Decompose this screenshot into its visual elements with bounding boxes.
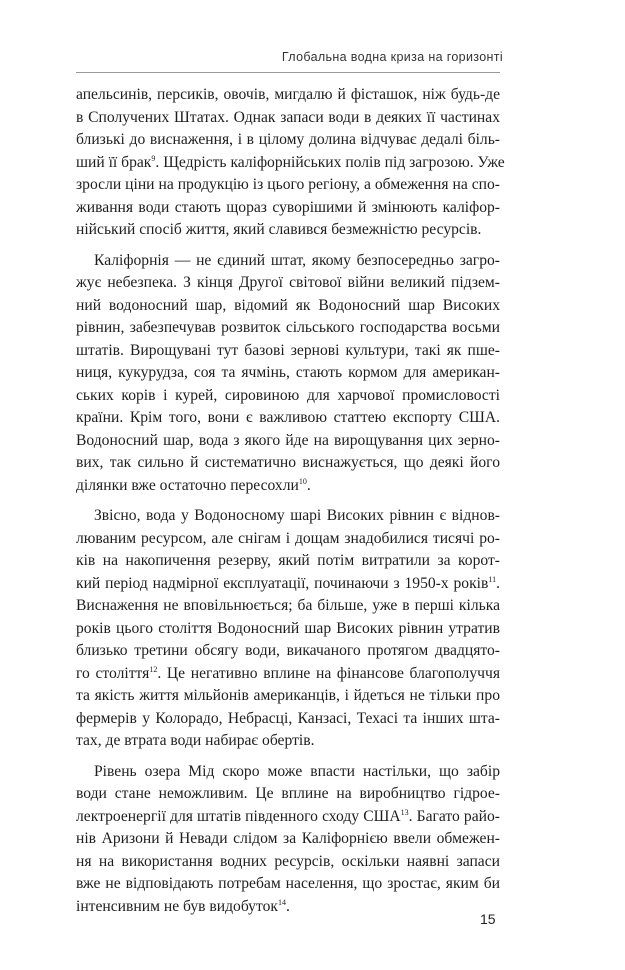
footnote-marker[interactable]: 11 [488,574,497,584]
line-text-continued: . Це негативно вплине на фінансове благополуччя [157,664,500,682]
text-line [76,197,500,220]
text-line [76,528,500,551]
text-line [76,595,500,618]
text-line [76,573,500,596]
line-text: в Сполучених Штатах. Однак запаси води в деяких її частинах [76,108,500,126]
line-text: Водоносний шар, вода з якого йде на вирощування цих зерно- [76,431,500,449]
line-text: країни. Крім того, вони є важливою статтею експорту США. [76,409,500,426]
line-text: років цього століття Водоносний шар Високих рівнин утратив [76,619,500,637]
text-line [76,430,500,453]
line-text: рівнин, забезпечував розвиток сільського господарства восьми [76,319,500,336]
line-text: апельсинів, персиків, овочів, мигдалю й фісташок, ніж будь-де [76,86,500,103]
line-text: Виснаження не вповільнюється; ба більше, уже в перші кілька [76,597,500,614]
line-text: нів Аризони й Невади слідом за Каліфорнією ввели обмежен- [76,830,500,847]
line-text: люваним ресурсом, але снігам і дощам знадобилися тисячі ро- [76,529,500,547]
line-text: тах, де втрата води набирає обертів. [76,732,315,749]
line-text: та якість життя мільйонів американців, і йдеться не тільки про [76,687,500,704]
text-line [76,550,500,573]
text-line [76,475,500,498]
line-text: ня на використання водних ресурсів, оскільки наявні запаси [76,852,500,870]
line-text: нійський спосіб життя, який славився безмежністю ресурсів. [76,221,482,238]
text-line [76,340,500,363]
text-line [76,407,500,430]
body-text [76,84,505,918]
line-text: ділянки вже остаточно пересохли [76,476,299,494]
text-line [76,107,500,130]
text-line [76,84,500,107]
text-line [76,761,500,784]
text-line [76,685,500,708]
text-line [76,806,500,829]
line-text: близько третини обсягу води, викачаного протягом двадцято- [76,642,500,659]
line-text: штатів. Вирощувані тут базові зернові культури, такі як пше- [76,341,500,359]
line-text: живання води стають щораз суворішими й змінюють каліфор- [76,198,500,216]
paragraph [76,761,500,919]
paragraph [76,84,505,242]
footnote-marker[interactable]: 14 [277,897,286,907]
line-text: жує небезпека. З кінця Другої світової війни великий підзем- [76,274,500,291]
line-text: лектроенергії для штатів південного сходу США [76,807,401,825]
line-text: близькі до виснаження, і в цілому долина відчуває дедалі біль- [76,131,500,148]
text-line [76,250,500,273]
text-line [76,174,500,197]
text-line [76,663,500,686]
line-text: Звісно, вода у Водоносному шарі Високих рівнин є віднов- [94,507,500,524]
text-line [76,873,500,896]
text-line [76,129,500,152]
line-text: зросли ціни на продукцію із цього регіону, а обмеження на спо- [76,176,500,193]
text-line [76,152,505,175]
footnote-marker[interactable]: 9 [151,153,156,163]
text-line [76,730,500,753]
text-line [76,317,500,340]
line-text: ниця, кукурудза, соя та ячмінь, стають кормом для американ- [76,364,500,381]
line-text: ських корів і курей, сировиною для харчової промисловості [76,386,500,404]
text-line [76,219,500,242]
footnote-marker[interactable]: 10 [298,476,307,486]
text-line [76,708,500,731]
text-line [76,272,500,295]
paragraph [76,505,500,753]
line-text: води стане неможливим. Це вплине на виробництво гідрое- [76,785,500,802]
line-text-continued: . [306,476,311,494]
line-text: Каліфорнія — не єдиний штат, якому безпосередньо загро- [94,251,500,269]
line-text: ший її брак [76,153,152,171]
text-line [76,385,500,408]
line-text-continued: . [285,897,290,915]
text-line [76,295,500,318]
page-number: 15 [480,911,496,927]
text-line [76,618,500,641]
text-line [76,896,500,919]
line-text: інтенсивним не був видобуток [76,897,278,915]
text-line [76,452,500,475]
text-line [76,828,500,851]
text-line [76,362,500,385]
text-line [76,640,500,663]
running-head: Глобальна водна криза на горизонті [281,50,503,64]
line-text: Рівень озера Мід скоро може впасти настільки, що забір [94,762,500,780]
text-line [76,505,500,528]
text-line [76,851,500,874]
line-text: го століття [76,664,150,682]
footnote-marker[interactable]: 13 [400,807,409,817]
paragraph [76,250,500,498]
line-text: ків на накопичення резерву, який потім витратили за корот- [76,552,500,569]
line-text: кий період надмірної експлуатації, починаючи з 1950-х років [76,574,489,592]
line-text: вже не відповідають потребам населення, що зростає, яким би [76,875,500,892]
line-text-continued: . Багато райо- [408,807,500,825]
footnote-marker[interactable]: 12 [149,664,158,674]
line-text-continued: . Щедрість каліфорнійських полів під загрозою. Уже [155,153,505,171]
text-line [76,783,500,806]
line-text: вих, так сильно й систематично виснажується, що деякі його [76,454,500,471]
header-rule [76,72,500,73]
line-text: фермерів у Колорадо, Небрасці, Канзасі, Техасі та інших шта- [76,709,500,727]
line-text: ний водоносний шар, відомий як Водоносний шар Високих [76,296,500,314]
line-text-continued: . [496,574,500,592]
